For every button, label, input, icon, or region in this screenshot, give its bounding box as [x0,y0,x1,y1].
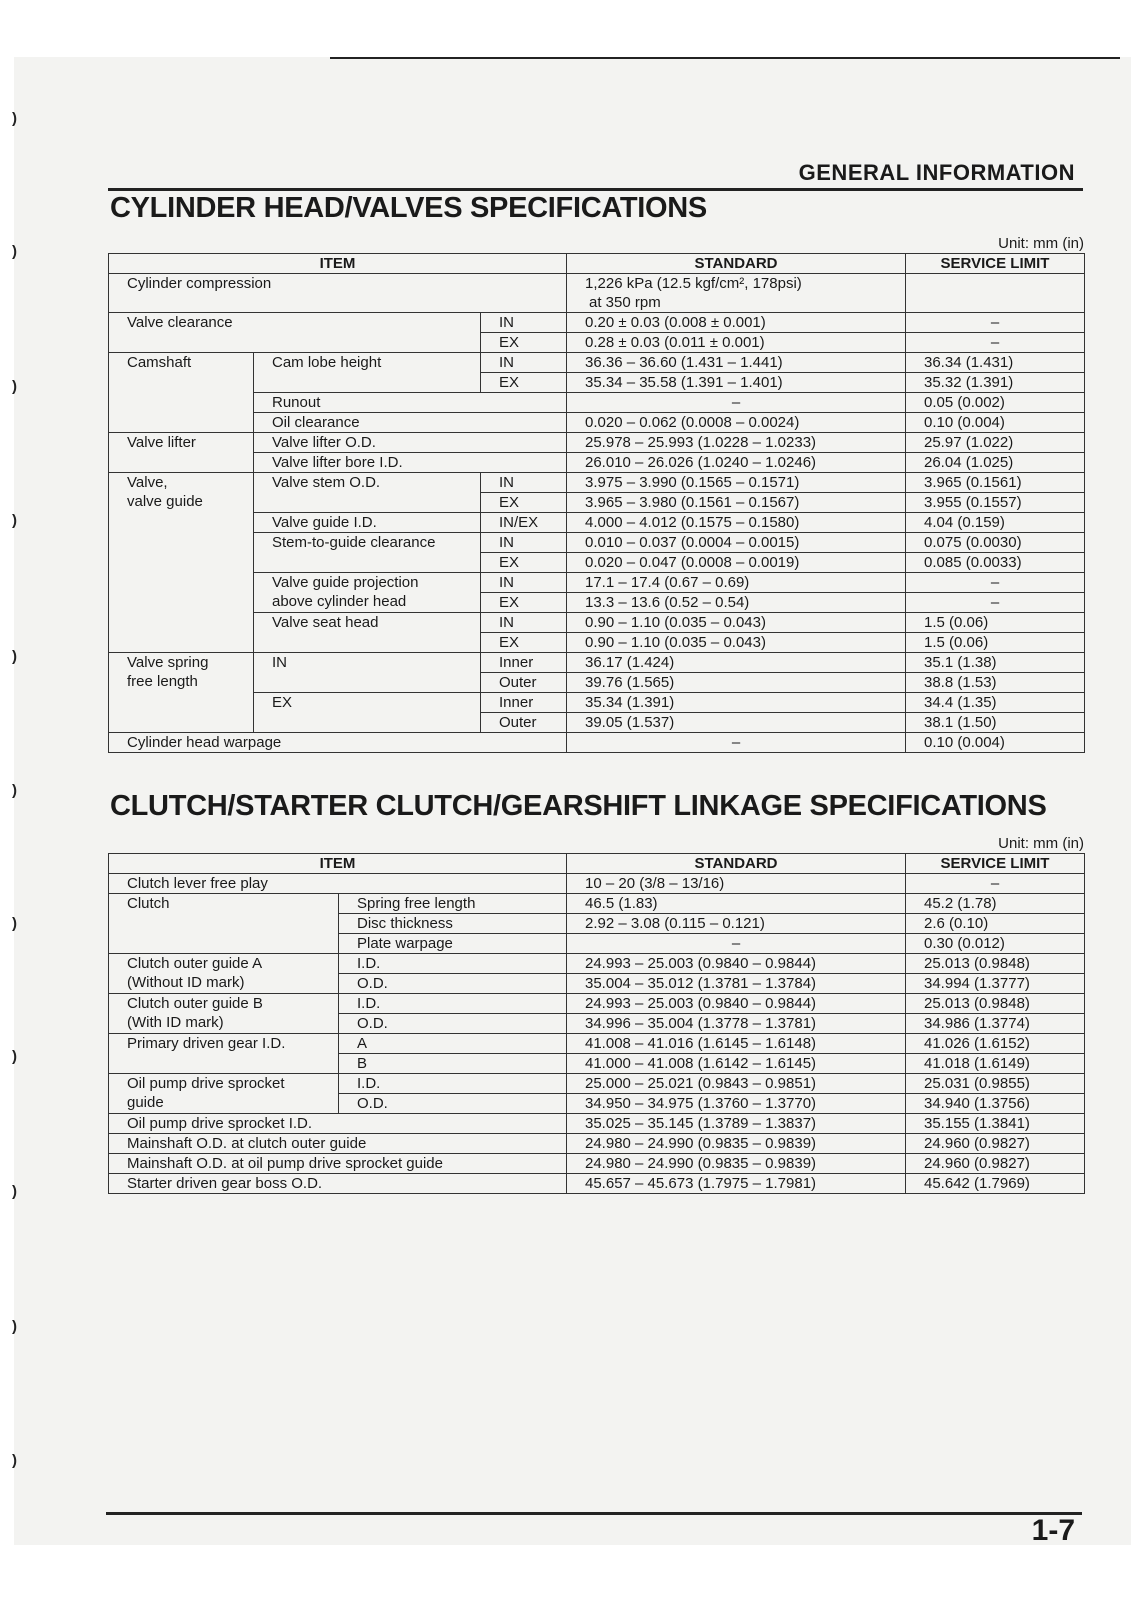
sub-cell: IN [481,613,567,633]
limit-cell: 34.986 (1.3774) [906,1014,1085,1034]
group-cell: Clutch [109,894,339,954]
binder-hole-mark: ) [12,782,17,799]
standard-cell: – [567,393,906,413]
standard-cell: 35.34 (1.391) [567,693,906,713]
table-row [109,613,1085,633]
header-service-limit: SERVICE LIMIT [906,254,1085,274]
limit-cell: 25.031 (0.9855) [906,1074,1085,1094]
standard-cell: 34.950 – 34.975 (1.3760 – 1.3770) [567,1094,906,1114]
limit-cell: 45.2 (1.78) [906,894,1085,914]
item-cell: Plate warpage [339,934,567,954]
table-row [109,1034,1085,1054]
item-cell: Cylinder compression [109,274,567,313]
table-row [109,453,1085,473]
item-cell: EX [254,693,481,733]
limit-cell: 1.5 (0.06) [906,613,1085,633]
item-cell: I.D. [339,994,567,1014]
standard-cell: 10 – 20 (3/8 – 13/16) [567,874,906,894]
clutch-unit: Unit: mm (in) [998,835,1084,852]
item-cell: Oil clearance [254,413,567,433]
limit-cell: – [906,333,1085,353]
sub-cell: EX [481,553,567,573]
item-cell: Oil pump drive sprocket I.D. [109,1114,567,1134]
standard-cell: 2.92 – 3.08 (0.115 – 0.121) [567,914,906,934]
limit-cell: 0.085 (0.0033) [906,553,1085,573]
table-row [109,994,1085,1014]
header-item: ITEM [109,854,567,874]
cylinder-head-table [108,253,1085,753]
item-cell: Cylinder head warpage [109,733,567,753]
standard-cell: 35.004 – 35.012 (1.3781 – 1.3784) [567,974,906,994]
group-cell: Primary driven gear I.D. [109,1034,339,1074]
standard-cell: 39.05 (1.537) [567,713,906,733]
limit-cell [906,274,1085,313]
standard-cell: 46.5 (1.83) [567,894,906,914]
standard-cell: 26.010 – 26.026 (1.0240 – 1.0246) [567,453,906,473]
item-cell: B [339,1054,567,1074]
table-row [109,573,1085,593]
standard-cell: 34.996 – 35.004 (1.3778 – 1.3781) [567,1014,906,1034]
limit-cell: 41.018 (1.6149) [906,1054,1085,1074]
item-cell: I.D. [339,954,567,974]
limit-cell: 26.04 (1.025) [906,453,1085,473]
binder-hole-mark: ) [12,1183,17,1200]
limit-cell: 25.013 (0.9848) [906,994,1085,1014]
sub-cell: Inner [481,653,567,673]
table-row [109,693,1085,713]
standard-cell: 36.17 (1.424) [567,653,906,673]
limit-cell: 35.32 (1.391) [906,373,1085,393]
group-cell: Valve lifter [109,433,254,473]
binder-hole-mark: ) [12,1318,17,1335]
standard-cell: 0.20 ± 0.03 (0.008 ± 0.001) [567,313,906,333]
standard-cell: 17.1 – 17.4 (0.67 – 0.69) [567,573,906,593]
item-cell: Valve guide projection above cylinder head [254,573,481,613]
limit-cell: 34.940 (1.3756) [906,1094,1085,1114]
header-standard: STANDARD [567,254,906,274]
limit-cell: 0.10 (0.004) [906,733,1085,753]
item-cell: Spring free length [339,894,567,914]
header-standard: STANDARD [567,854,906,874]
sub-cell: IN [481,313,567,333]
sub-cell: EX [481,633,567,653]
standard-cell: 24.993 – 25.003 (0.9840 – 0.9844) [567,954,906,974]
limit-cell: 41.026 (1.6152) [906,1034,1085,1054]
sub-cell: IN [481,533,567,553]
cylinder-head-title: CYLINDER HEAD/VALVES SPECIFICATIONS [110,192,707,224]
standard-cell: – [567,934,906,954]
header-rule [108,188,1083,191]
item-cell: Stem-to-guide clearance [254,533,481,573]
standard-cell: 0.90 – 1.10 (0.035 – 0.043) [567,613,906,633]
table-header-row [109,254,1085,274]
table-row [109,353,1085,373]
limit-cell: 35.155 (1.3841) [906,1114,1085,1134]
limit-cell: 0.10 (0.004) [906,413,1085,433]
group-cell: Valve, valve guide [109,473,254,653]
table-row [109,1154,1085,1174]
standard-cell: 0.020 – 0.047 (0.0008 – 0.0019) [567,553,906,573]
limit-cell: 24.960 (0.9827) [906,1154,1085,1174]
limit-cell: 3.965 (0.1561) [906,473,1085,493]
sub-cell: Outer [481,713,567,733]
table-row [109,313,1085,333]
standard-cell: 3.965 – 3.980 (0.1561 – 0.1567) [567,493,906,513]
standard-cell: 36.36 – 36.60 (1.431 – 1.441) [567,353,906,373]
limit-cell: 24.960 (0.9827) [906,1134,1085,1154]
sub-cell: EX [481,493,567,513]
standard-cell: 24.980 – 24.990 (0.9835 – 0.9839) [567,1134,906,1154]
item-cell: Clutch lever free play [109,874,567,894]
limit-cell: 25.97 (1.022) [906,433,1085,453]
binder-hole-mark: ) [12,243,17,260]
limit-cell: 34.4 (1.35) [906,693,1085,713]
table-row [109,533,1085,553]
table-row [109,1174,1085,1194]
binder-hole-mark: ) [12,1452,17,1469]
limit-cell: 36.34 (1.431) [906,353,1085,373]
binder-hole-mark: ) [12,915,17,932]
limit-cell: 1.5 (0.06) [906,633,1085,653]
standard-cell: 35.34 – 35.58 (1.391 – 1.401) [567,373,906,393]
item-cell: Valve guide I.D. [254,513,481,533]
section-label: GENERAL INFORMATION [798,160,1075,185]
standard-cell: 3.975 – 3.990 (0.1565 – 0.1571) [567,473,906,493]
table-row [109,393,1085,413]
standard-cell: 35.025 – 35.145 (1.3789 – 1.3837) [567,1114,906,1134]
standard-cell: 0.010 – 0.037 (0.0004 – 0.0015) [567,533,906,553]
header-item: ITEM [109,254,567,274]
footer-rule [106,1512,1082,1515]
item-cell: Mainshaft O.D. at clutch outer guide [109,1134,567,1154]
standard-cell: 24.993 – 25.003 (0.9840 – 0.9844) [567,994,906,1014]
table-row [109,473,1085,493]
sub-cell: Inner [481,693,567,713]
sub-cell: Outer [481,673,567,693]
binder-hole-mark: ) [12,1048,17,1065]
limit-cell: – [906,593,1085,613]
item-cell: O.D. [339,1094,567,1114]
item-cell: A [339,1034,567,1054]
binder-hole-mark: ) [12,512,17,529]
standard-cell: 25.000 – 25.021 (0.9843 – 0.9851) [567,1074,906,1094]
item-cell: O.D. [339,974,567,994]
standard-cell: 41.008 – 41.016 (1.6145 – 1.6148) [567,1034,906,1054]
item-cell: Valve seat head [254,613,481,653]
limit-cell: 4.04 (0.159) [906,513,1085,533]
group-cell: Clutch outer guide A (Without ID mark) [109,954,339,994]
sub-cell: IN [481,353,567,373]
limit-cell: 35.1 (1.38) [906,653,1085,673]
item-cell: Valve stem O.D. [254,473,481,513]
sub-cell: IN [481,473,567,493]
group-cell: Clutch outer guide B (With ID mark) [109,994,339,1034]
group-cell: Camshaft [109,353,254,433]
sub-cell: EX [481,333,567,353]
table-row [109,433,1085,453]
limit-cell: 0.05 (0.002) [906,393,1085,413]
standard-cell: 41.000 – 41.008 (1.6142 – 1.6145) [567,1054,906,1074]
sub-cell: EX [481,373,567,393]
binder-hole-mark: ) [12,378,17,395]
limit-cell: 3.955 (0.1557) [906,493,1085,513]
item-cell: IN [254,653,481,693]
limit-cell: 0.075 (0.0030) [906,533,1085,553]
limit-cell: – [906,874,1085,894]
limit-cell: 0.30 (0.012) [906,934,1085,954]
item-cell: Mainshaft O.D. at oil pump drive sprocket guide [109,1154,567,1174]
table-row [109,1114,1085,1134]
table-row [109,954,1085,974]
cylinder-head-unit: Unit: mm (in) [998,235,1084,252]
limit-cell: 2.6 (0.10) [906,914,1085,934]
table-row [109,274,1085,313]
table-row [109,653,1085,673]
table-row [109,513,1085,533]
table-header-row [109,854,1085,874]
standard-cell: 45.657 – 45.673 (1.7975 – 1.7981) [567,1174,906,1194]
item-cell: Cam lobe height [254,353,481,393]
standard-cell: 24.980 – 24.990 (0.9835 – 0.9839) [567,1154,906,1174]
limit-cell: 38.1 (1.50) [906,713,1085,733]
table-row [109,894,1085,914]
standard-cell: 4.000 – 4.012 (0.1575 – 0.1580) [567,513,906,533]
standard-cell: 0.28 ± 0.03 (0.011 ± 0.001) [567,333,906,353]
header-service-limit: SERVICE LIMIT [906,854,1085,874]
item-cell: Runout [254,393,567,413]
limit-cell: 25.013 (0.9848) [906,954,1085,974]
item-cell: Disc thickness [339,914,567,934]
limit-cell: – [906,573,1085,593]
standard-cell: – [567,733,906,753]
table-row [109,1074,1085,1094]
table-row [109,413,1085,433]
page-number: 1-7 [1031,1514,1075,1547]
item-cell: I.D. [339,1074,567,1094]
standard-cell: 1,226 kPa (12.5 kgf/cm², 178psi) at 350 rpm [567,274,906,313]
item-cell: O.D. [339,1014,567,1034]
binder-hole-mark: ) [12,648,17,665]
table-row [109,874,1085,894]
standard-cell: 0.020 – 0.062 (0.0008 – 0.0024) [567,413,906,433]
limit-cell: – [906,313,1085,333]
item-cell: Valve clearance [109,313,481,353]
sub-cell: IN [481,573,567,593]
standard-cell: 25.978 – 25.993 (1.0228 – 1.0233) [567,433,906,453]
item-cell: Valve lifter O.D. [254,433,567,453]
table-row [109,733,1085,753]
standard-cell: 13.3 – 13.6 (0.52 – 0.54) [567,593,906,613]
binder-hole-mark: ) [12,110,17,127]
group-cell: Valve spring free length [109,653,254,733]
group-cell: Oil pump drive sprocket guide [109,1074,339,1114]
item-cell: Valve lifter bore I.D. [254,453,567,473]
limit-cell: 34.994 (1.3777) [906,974,1085,994]
sub-cell: IN/EX [481,513,567,533]
item-cell: Starter driven gear boss O.D. [109,1174,567,1194]
standard-cell: 39.76 (1.565) [567,673,906,693]
clutch-title: CLUTCH/STARTER CLUTCH/GEARSHIFT LINKAGE SPECIFICATIONS [110,790,1047,822]
limit-cell: 45.642 (1.7969) [906,1174,1085,1194]
clutch-table [108,853,1085,1194]
table-row [109,1134,1085,1154]
standard-cell: 0.90 – 1.10 (0.035 – 0.043) [567,633,906,653]
top-edge-line [330,57,1120,59]
sub-cell: EX [481,593,567,613]
limit-cell: 38.8 (1.53) [906,673,1085,693]
